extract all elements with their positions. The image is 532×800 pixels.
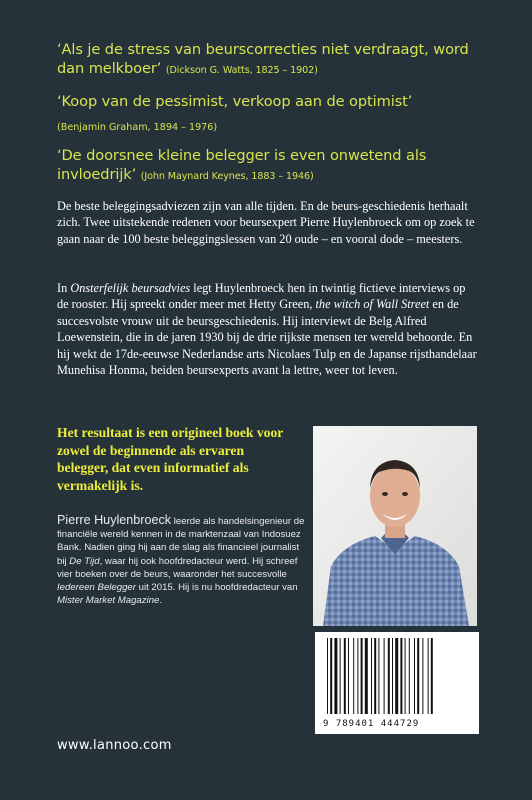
- description-text: legt Huylenbroeck hen in twintig fictieve interviews op de rooster. Hij spreekt onder meer met Hetty Green,: [57, 281, 466, 312]
- intro-paragraph: De beste beleggingsadviezen zijn van alle tijden. En de beurs-geschiedenis herhaalt zich. Twee uitstekende redenen voor beursexpert Pierre Huylenbroeck om op zoek te gaan naar de 100 beste beleggingslessen van 20 oude – en vooral dode – meesters.: [57, 199, 475, 246]
- barcode-bar: [414, 638, 415, 714]
- barcode-bar: [400, 638, 402, 714]
- quote-2: [57, 92, 497, 111]
- barcode-bar: [395, 638, 398, 714]
- barcode-bar: [409, 638, 410, 714]
- highlight-statement: Het resultaat is een origineel boek voor zowel de beginnende als ervaren belegger, dat even informatief als vermakelijk is.: [57, 425, 284, 493]
- barcode-bar: [392, 638, 393, 714]
- barcode-bar: [361, 638, 363, 714]
- barcode-bar: [417, 638, 419, 714]
- bio-text: .: [159, 595, 163, 607]
- barcode-bars: [315, 638, 479, 718]
- quote-1-author: (Dickson G. Watts, 1825 – 1902): [165, 65, 318, 76]
- quote-2-text: ‘Koop van de pessimist, verkoop aan de optimist’: [57, 93, 413, 110]
- barcode-bar: [330, 638, 332, 714]
- barcode-bar: [378, 638, 379, 714]
- barcode-bar: [365, 638, 368, 714]
- barcode-bar: [422, 638, 423, 714]
- barcode-bar: [388, 638, 390, 714]
- barcode-bar: [428, 638, 429, 714]
- isbn-number: 9 789401 444729: [323, 719, 420, 729]
- barcode-bar: [384, 638, 385, 714]
- barcode-bar: [371, 638, 372, 714]
- description-paragraph: [57, 280, 477, 378]
- barcode-bar: [353, 638, 354, 714]
- newspaper-title: De Tijd: [69, 555, 100, 567]
- previous-book-title: Iedereen Belegger: [57, 582, 136, 594]
- author-photo: [313, 426, 477, 626]
- quote-3-author: (John Maynard Keynes, 1883 – 1946): [140, 171, 314, 182]
- barcode-bar: [405, 638, 406, 714]
- barcode-bar: [357, 638, 358, 714]
- quote-1: [57, 40, 497, 80]
- barcode-bar: [348, 638, 349, 714]
- hetty-green-nickname: the witch of Wall Street: [315, 297, 430, 312]
- bio-text: uit 2015. Hij is nu hoofdredacteur van: [135, 582, 298, 594]
- magazine-title: Mister Market Magazine: [57, 595, 160, 607]
- barcode-bar: [327, 638, 328, 714]
- description-text: In: [57, 281, 71, 295]
- publisher-website: www.lannoo.com: [57, 738, 172, 753]
- barcode-bar: [344, 638, 346, 714]
- barcode-bar: [334, 638, 337, 714]
- quote-2-author: (Benjamin Graham, 1894 – 1976): [57, 122, 218, 133]
- description-text: en de succesvolste vrouw uit de beursgeschiedenis. Hij interviewt de Belg Alfred Loewenstein, die in de jaren 1930 bij de drie rijkste mensen ter wereld behoorde. En hij wekt de 17de-eeuwse Nederlandse arts Nicolaes Tulp en de Japanse rijsthandelaar Munehisa Honma, beiden beursexperts avant la lettre, weer tot leven.: [57, 297, 477, 378]
- barcode-bar: [374, 638, 376, 714]
- bio-text: leerde als handelsingenieur de financiële wereld kennen in de marktenzaal van Indosuez Bank. Nadien ging hij aan de slag als financieel journalist bij: [57, 516, 305, 567]
- book-title: Onsterfelijk beursadvies: [70, 281, 191, 295]
- quote-3: [57, 146, 497, 186]
- author-name: Pierre Huylenbroeck: [57, 513, 172, 527]
- author-bio: [57, 514, 307, 607]
- quote-3-text: ‘De doorsnee kleine belegger is even onwetend als invloedrijk’: [57, 147, 427, 183]
- quote-1-text: ‘Als je de stress van beurscorrecties niet verdraagt, word dan melkboer’: [57, 41, 469, 77]
- bio-text: , waar hij ook hoofdredacteur werd. Hij schreef vier boeken over de beurs, waaronder het succesvolle: [57, 555, 298, 580]
- barcode-bar: [431, 638, 433, 714]
- barcode-bar: [340, 638, 341, 714]
- barcode: [315, 632, 479, 734]
